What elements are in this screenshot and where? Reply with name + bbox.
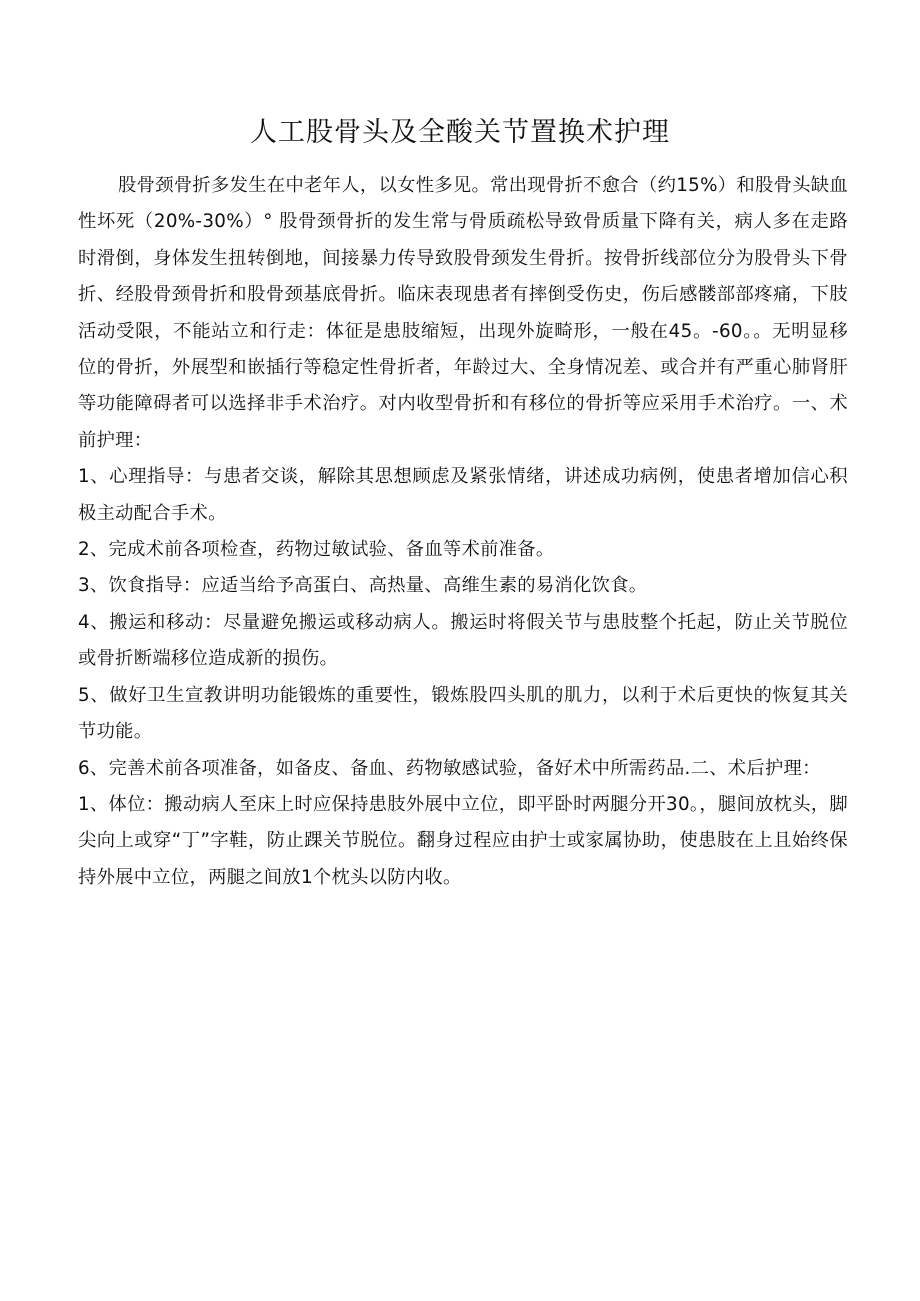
document-title: 人工股骨头及全酸关节置换术护理 (250, 117, 670, 148)
pre-op-item-1: 1、心理指导：与患者交谈，解除其思想顾虑及紧张情绪，讲述成功病例，使患者增加信心积极主动配合手术。 (78, 466, 848, 524)
post-op-item-1: 1、体位：搬动病人至床上时应保持患肢外展中立位，即平卧时两腿分开30。，腿间放枕头，脚尖向上或穿“丁”字鞋，防止踝关节脱位。翻身过程应由护士或家属协助，使患肢在上且始终保持外展中立位，两腿之间放1个枕头以防内收。 (78, 793, 848, 888)
intro-paragraph: 股骨颈骨折多发生在中老年人，以女性多见。常出现骨折不愈合（约15%）和股骨头缺血性坏死（20%-30%）° 股骨颈骨折的发生常与骨质疏松导致骨质量下降有关，病人多在走路时滑倒，身体发生扭转倒地，间接暴力传导致股骨颈发生骨折。按骨折线部位分为股骨头下骨折、经股骨颈骨折和股骨颈基底骨折。临床表现患者有摔倒受伤史，伤后感髅部部疼痛，下肢活动受限，不能站立和行走：体征是患肢缩短，出现外旋畸形，一般在45。-60。。无明显移位的骨折，外展型和嵌插行等稳定性骨折者，年龄过大、全身情况差、或合并有严重心肺肾肝等功能障碍者可以选择非手术治疗。对内收型骨折和有移位的骨折等应采用手术治疗。一、术前护理： (78, 175, 848, 451)
pre-op-item-5: 5、做好卫生宣教讲明功能锻炼的重要性，锻炼股四头肌的肌力，以利于术后更快的恢复其关节功能。 (78, 684, 848, 743)
pre-op-item-3: 3、饮食指导：应适当给予高蛋白、高热量、高维生素的易消化饮食。 (78, 575, 648, 597)
pre-op-item-2: 2、完成术前各项检查，药物过敏试验、备血等术前准备。 (78, 539, 555, 561)
document-body (78, 168, 848, 896)
pre-op-item-6: 6、完善术前各项准备，如备皮、备血、药物敏感试验，备好术中所需药品.二、术后护理： (78, 757, 821, 779)
pre-op-item-4: 4、搬运和移动：尽量避免搬运或移动病人。搬运时将假关节与患肢整个托起，防止关节脱位或骨折断端移位造成新的损伤。 (78, 611, 848, 670)
